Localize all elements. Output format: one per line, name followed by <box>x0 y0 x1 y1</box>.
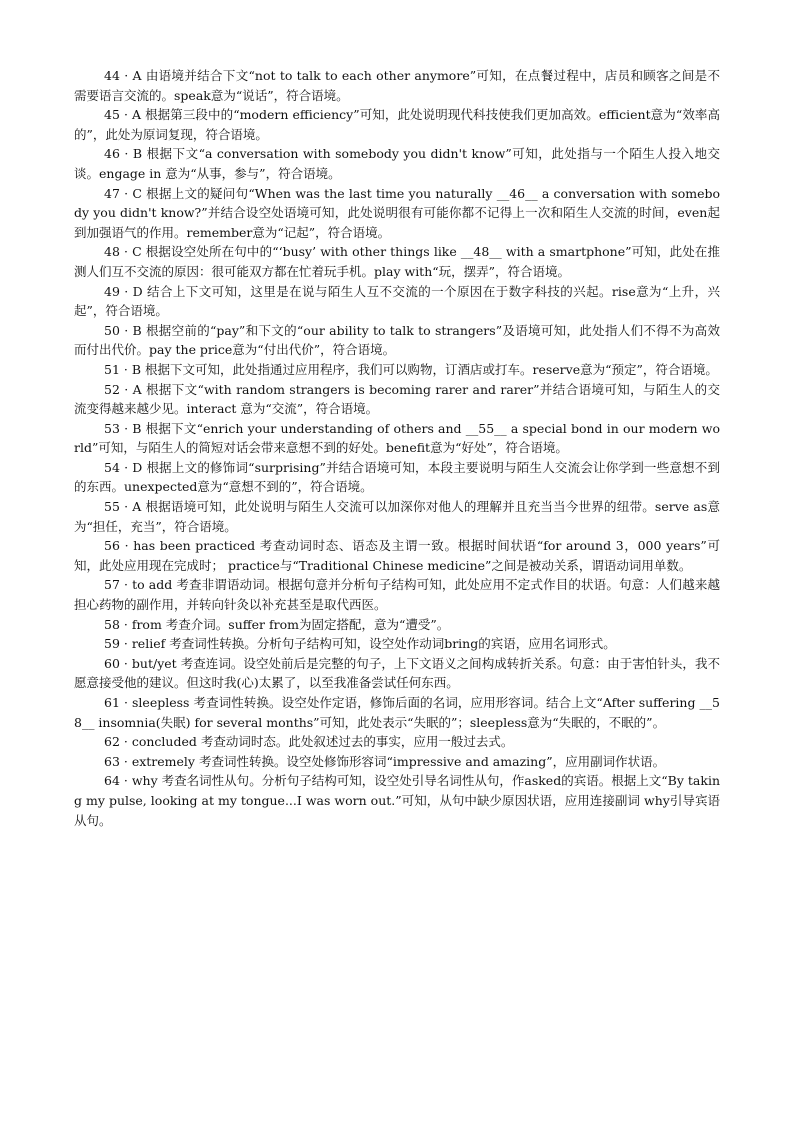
entry-57: 57 · to add 考查非谓语动词。根据句意并分析句子结构可知，此处应用不定式作目的状语。句意：人们越来越担心药物的副作用，并转向针灸以补充甚至是取代西医。 <box>74 577 720 613</box>
entry-49: 49 · D 结合上下文可知，这里是在说与陌生人互不交流的一个原因在于数字科技的兴起。rise意为“上升，兴起”，符合语境。 <box>74 283 720 319</box>
entry-53: 53 · B 根据下文“enrich your understanding of others and __55__ a special bond in our modern world”可知，与陌生人的简短对话会带来意想不到的好处。benefit意为“好处”，符合语境。 <box>74 420 720 456</box>
entry-63: 63 · extremely 考查词性转换。设空处修饰形容词“impressive and amazing”，应用副词作状语。 <box>104 753 666 769</box>
entry-45: 45 · A 根据第三段中的“modern efficiency”可知，此处说明现代科技使我们更加高效。efficient意为“效率高的”，此处为原词复现，符合语境。 <box>74 107 720 142</box>
entry-58: 58 · from 考查介词。suffer from为固定搭配，意为“遭受”。 <box>104 616 450 632</box>
entry-61: 61 · sleepless 考查词性转换。设空处作定语，修饰后面的名词，应用形容词。结合上文“After suffering __58__ insomnia(失眠) for several months”可知，此处表示“失眠的”；sleepless意为“失眠的，不眠的”。 <box>74 695 720 730</box>
entry-50: 50 · B 根据空前的“pay”和下文的“our ability to talk to strangers”及语境可知，此处指人们不得不为高效而付出代价。pay the price意为“付出代价”，符合语境。 <box>74 322 720 358</box>
answer-explanations <box>74 66 720 830</box>
entry-59: 59 · relief 考查词性转换。分析句子结构可知，设空处作动词bring的宾语，应用名词形式。 <box>104 636 616 652</box>
entry-47: 47 · C 根据上文的疑问句“When was the last time you naturally __46__ a conversation with somebody you didn't know?”并结合设空处语境可知，此处说明很有可能你都不记得上一次和陌生人交流的时间，even起到加强语气的作用。remember意为“记起”，符合语境。 <box>74 185 720 240</box>
entry-62: 62 · concluded 考查动词时态。此处叙述过去的事实，应用一般过去式。 <box>104 734 514 750</box>
entry-46: 46 · B 根据下文“a conversation with somebody you didn't know”可知，此处指与一个陌生人投入地交谈。engage in 意为“从事，参与”，符合语境。 <box>74 146 720 181</box>
entry-56: 56 · has been practiced 考查动词时态、语态及主谓一致。根据时间状语“for around 3，000 years”可知，此处应用现在完成时； practice与“Traditional Chinese medicine”之间是被动关系，谓语动词用单数。 <box>74 538 720 573</box>
entry-64: 64 · why 考查名词性从句。分析句子结构可知，设空处引导名词性从句，作asked的宾语。根据上文“By taking my pulse, looking at my tongue...I was worn out.”可知，从句中缺少原因状语，应用连接副词 why引导宾语从句。 <box>74 773 720 828</box>
entry-54: 54 · D 根据上文的修饰词“surprising”并结合语境可知，本段主要说明与陌生人交流会让你学到一些意想不到的东西。unexpected意为“意想不到的”，符合语境。 <box>74 459 720 495</box>
entry-60: 60 · but/yet 考查连词。设空处前后是完整的句子，上下文语义之间构成转折关系。句意：由于害怕针头，我不愿意接受他的建议。但这时我(心)太累了，以至我准备尝试任何东西。 <box>74 655 720 691</box>
entry-55: 55 · A 根据语境可知，此处说明与陌生人交流可以加深你对他人的理解并且充当当今世界的纽带。serve as意为“担任，充当”，符合语境。 <box>74 499 720 534</box>
entry-44: 44 · A 由语境并结合下文“not to talk to each other anymore”可知，在点餐过程中，店员和顾客之间是不需要语言交流的。speak意为“说话”，符合语境。 <box>74 68 720 103</box>
entry-52: 52 · A 根据下文“with random strangers is becoming rarer and rarer”并结合语境可知，与陌生人的交流变得越来越少见。interact 意为“交流”，符合语境。 <box>74 381 720 417</box>
entry-48: 48 · C 根据设空处所在句中的“‘busy’ with other things like __48__ with a smartphone”可知，此处在推测人们互不交流的原因：很可能双方都在忙着玩手机。play with“玩，摆弄”，符合语境。 <box>74 244 720 279</box>
entry-51: 51 · B 根据下文可知，此处指通过应用程序，我们可以购物，订酒店或打车。reserve意为“预定”，符合语境。 <box>104 361 718 377</box>
